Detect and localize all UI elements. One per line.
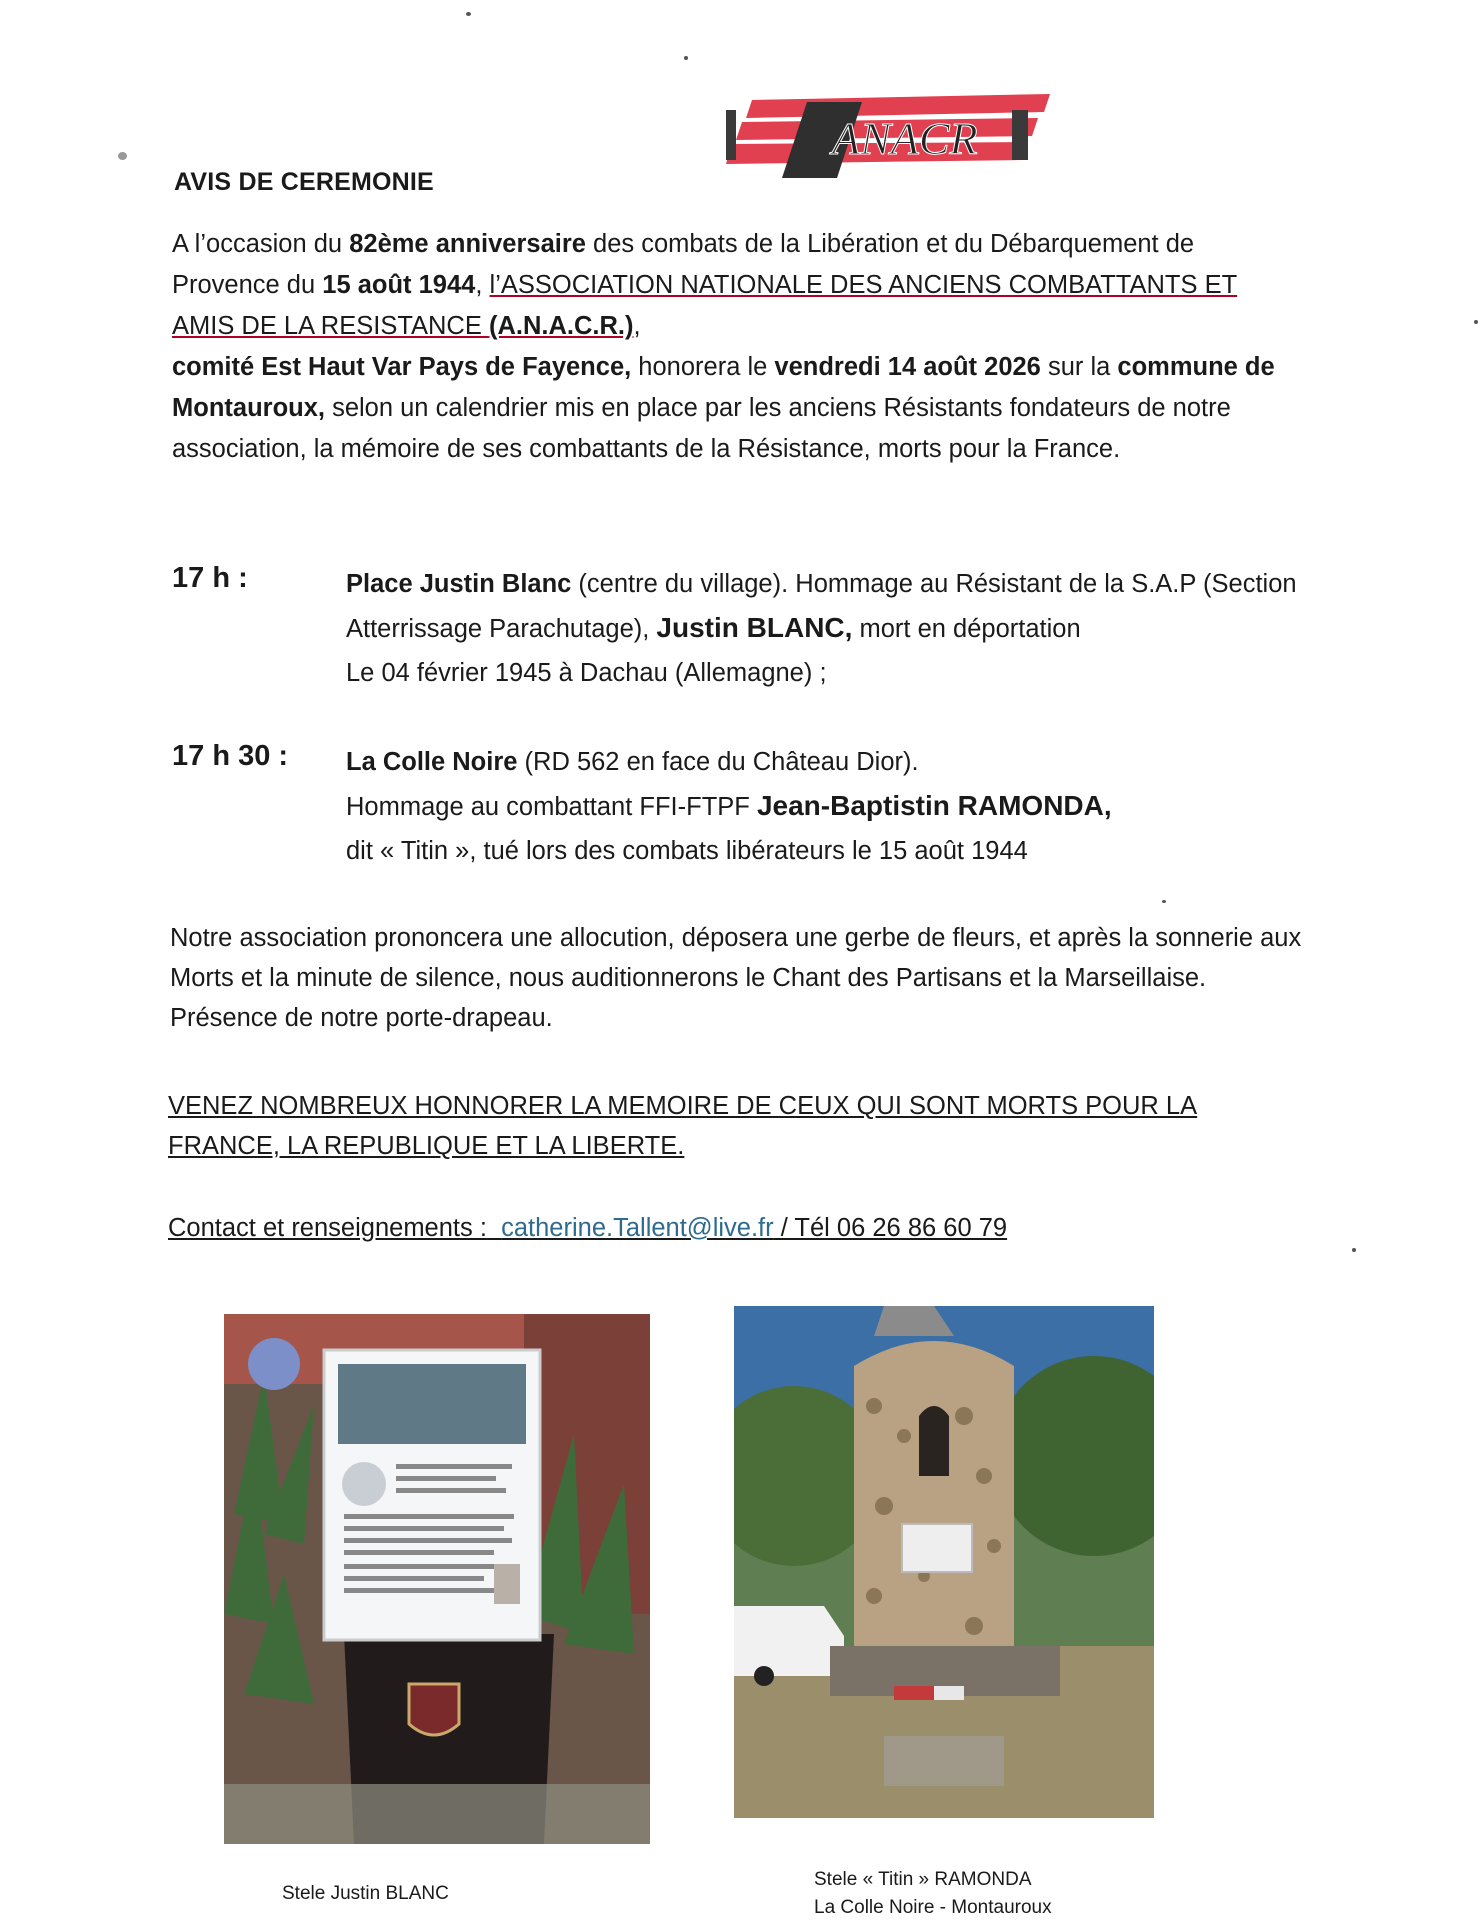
scan-speck bbox=[118, 152, 127, 160]
scan-speck bbox=[1474, 320, 1478, 324]
closing-paragraph: Notre association prononcera une allocution, déposera une gerbe de fleurs, et après la sonnerie aux Morts et la minute de silence, nous auditionnerons le Chant des Partisans et la Marseillaise. Présence de notre porte-drapeau. bbox=[170, 924, 1302, 1032]
photo-caption: Stele « Titin » RAMONDA La Colle Noire - Montauroux bbox=[814, 1869, 1052, 1918]
scan-speck bbox=[1162, 900, 1166, 903]
scan-speck bbox=[1352, 1248, 1356, 1252]
event-description: Place Justin Blanc (centre du village). Hommage au Résistant de la S.A.P (Section Atterrissage Parachutage), Justin BLANC, mort en déportation Le 04 février 1945 à Dachau (Allemagne) ; bbox=[346, 570, 1297, 687]
association-acronym: (A.N.A.C.R.) bbox=[488, 312, 634, 340]
anacr-logo bbox=[712, 92, 1050, 182]
svg-text:ANACR: ANACR bbox=[832, 113, 978, 164]
intro-paragraph: A l’occasion du 82ème anniversaire des combats de la Libération et du Débarquement de Provence du 15 août 1944, l’ASSOCIATION NATIONALE DES ANCIENS COMBATTANTS ET AMIS DE LA RESISTANCE (A.N.A.C.R.), comité Est Haut Var Pays de Fayence, honorera le vendredi 14 août 2026 sur la commune de Montauroux, selon un calendrier mis en place par les anciens Résistants fondateurs de notre association, la mémoire de ses combattants de la Résistance, morts pour la France. bbox=[172, 230, 1275, 463]
event-time: 17 h 30 : bbox=[172, 740, 289, 772]
contact-line: Contact et renseignements : catherine.Tallent@live.fr / Tél 06 26 86 60 79 bbox=[168, 1214, 1008, 1242]
event-description: La Colle Noire (RD 562 en face du Château Dior). Hommage au combattant FFI-FTPF Jean-Baptistin RAMONDA, dit « Titin », tué lors des combats libérateurs le 15 août 1944 bbox=[346, 748, 1112, 865]
photo-stele-justin-blanc bbox=[224, 1314, 650, 1844]
event-time: 17 h : bbox=[172, 562, 248, 594]
association-name: l’ASSOCIATION NATIONALE DES ANCIENS COMBATTANTS ET AMIS DE LA RESISTANCE bbox=[172, 271, 1238, 340]
photo-caption: Stele Justin BLANC bbox=[282, 1883, 449, 1904]
photo-stele-ramonda bbox=[734, 1306, 1154, 1818]
contact-email-link[interactable]: catherine.Tallent@live.fr bbox=[501, 1214, 774, 1242]
scan-speck bbox=[684, 56, 688, 60]
call-to-action: VENEZ NOMBREUX HONNORER LA MEMOIRE DE CEUX QUI SONT MORTS POUR LA FRANCE, LA REPUBLIQUE ET LA LIBERTE. bbox=[168, 1092, 1198, 1160]
notice-title: AVIS DE CEREMONIE bbox=[174, 168, 434, 196]
scan-speck bbox=[466, 12, 471, 16]
